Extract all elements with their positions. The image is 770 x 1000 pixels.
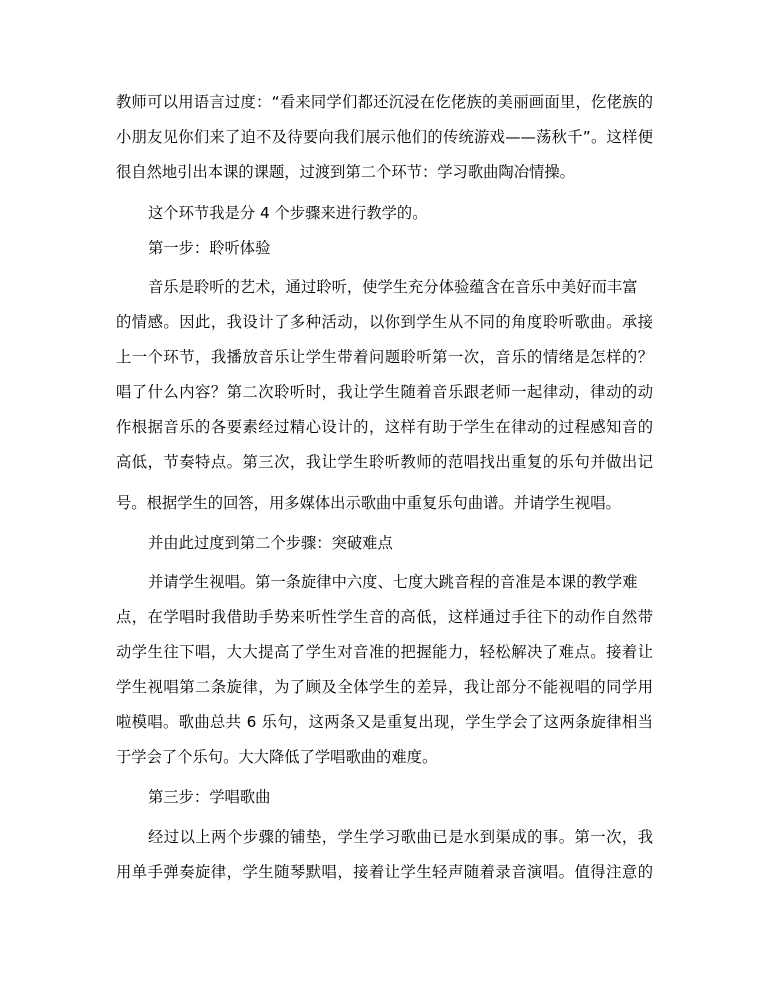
text-line: 音乐是聆听的艺术，通过聆听，使学生充分体验蕴含在音乐中美好而丰富 [148,278,638,296]
text-line: 作根据音乐的各要素经过精心设计的，这样有助于学生在律动的过程感知音的 [116,418,653,436]
text-line: 号。根据学生的回答，用多媒体出示歌曲中重复乐句曲谱。并请学生视唱。 [116,494,621,512]
text-line: 很自然地引出本课的课题，过渡到第二个环节：学习歌曲陶冶情操。 [116,163,575,181]
text-line: 并请学生视唱。第一条旋律中六度、七度大跳音程的音准是本课的教学难 [148,573,638,591]
text-line: 唱了什么内容？第二次聆听时，我让学生随着音乐跟老师一起律动，律动的动 [116,383,653,401]
text-line: 点，在学唱时我借助手势来听性学生音的高低，这样通过手往下的动作自然带 [116,608,653,626]
section-heading: 第一步：聆听体验 [148,239,271,257]
text-line: 于学会了个乐句。大大降低了学唱歌曲的难度。 [116,748,438,766]
text-line: 的情感。因此，我设计了多种活动，以你到学生从不同的角度聆听歌曲。承接 [116,313,653,331]
text-line: 动学生往下唱，大大提高了学生对音准的把握能力，轻松解决了难点。接着让 [116,643,653,661]
text-line: 这个环节我是分 4 个步骤来进行教学的。 [148,204,428,222]
section-heading: 并由此过度到第二个步骤：突破难点 [148,534,393,552]
text-line: 啦模唱。歌曲总共 6 乐句，这两条又是重复出现，学生学会了这两条旋律相当 [116,713,653,731]
section-heading: 第三步：学唱歌曲 [148,788,271,806]
text-line: 教师可以用语言过度：“看来同学们都还沉浸在仡佬族的美丽画面里，仡佬族的 [116,93,653,111]
text-line: 学生视唱第二条旋律，为了顾及全体学生的差异，我让部分不能视唱的同学用 [116,678,653,696]
text-line: 经过以上两个步骤的铺垫，学生学习歌曲已是水到渠成的事。第一次，我 [148,828,653,846]
text-line: 小朋友见你们来了迫不及待要向我们展示他们的传统游戏——荡秋千”。这样便 [116,128,653,146]
text-line: 上一个环节，我播放音乐让学生带着问题聆听第一次，音乐的情绪是怎样的？ [116,348,653,366]
text-line: 高低，节奏特点。第三次，我让学生聆听教师的范唱找出重复的乐句并做出记 [116,453,653,471]
text-line: 用单手弹奏旋律，学生随琴默唱，接着让学生轻声随着录音演唱。值得注意的 [116,863,653,881]
